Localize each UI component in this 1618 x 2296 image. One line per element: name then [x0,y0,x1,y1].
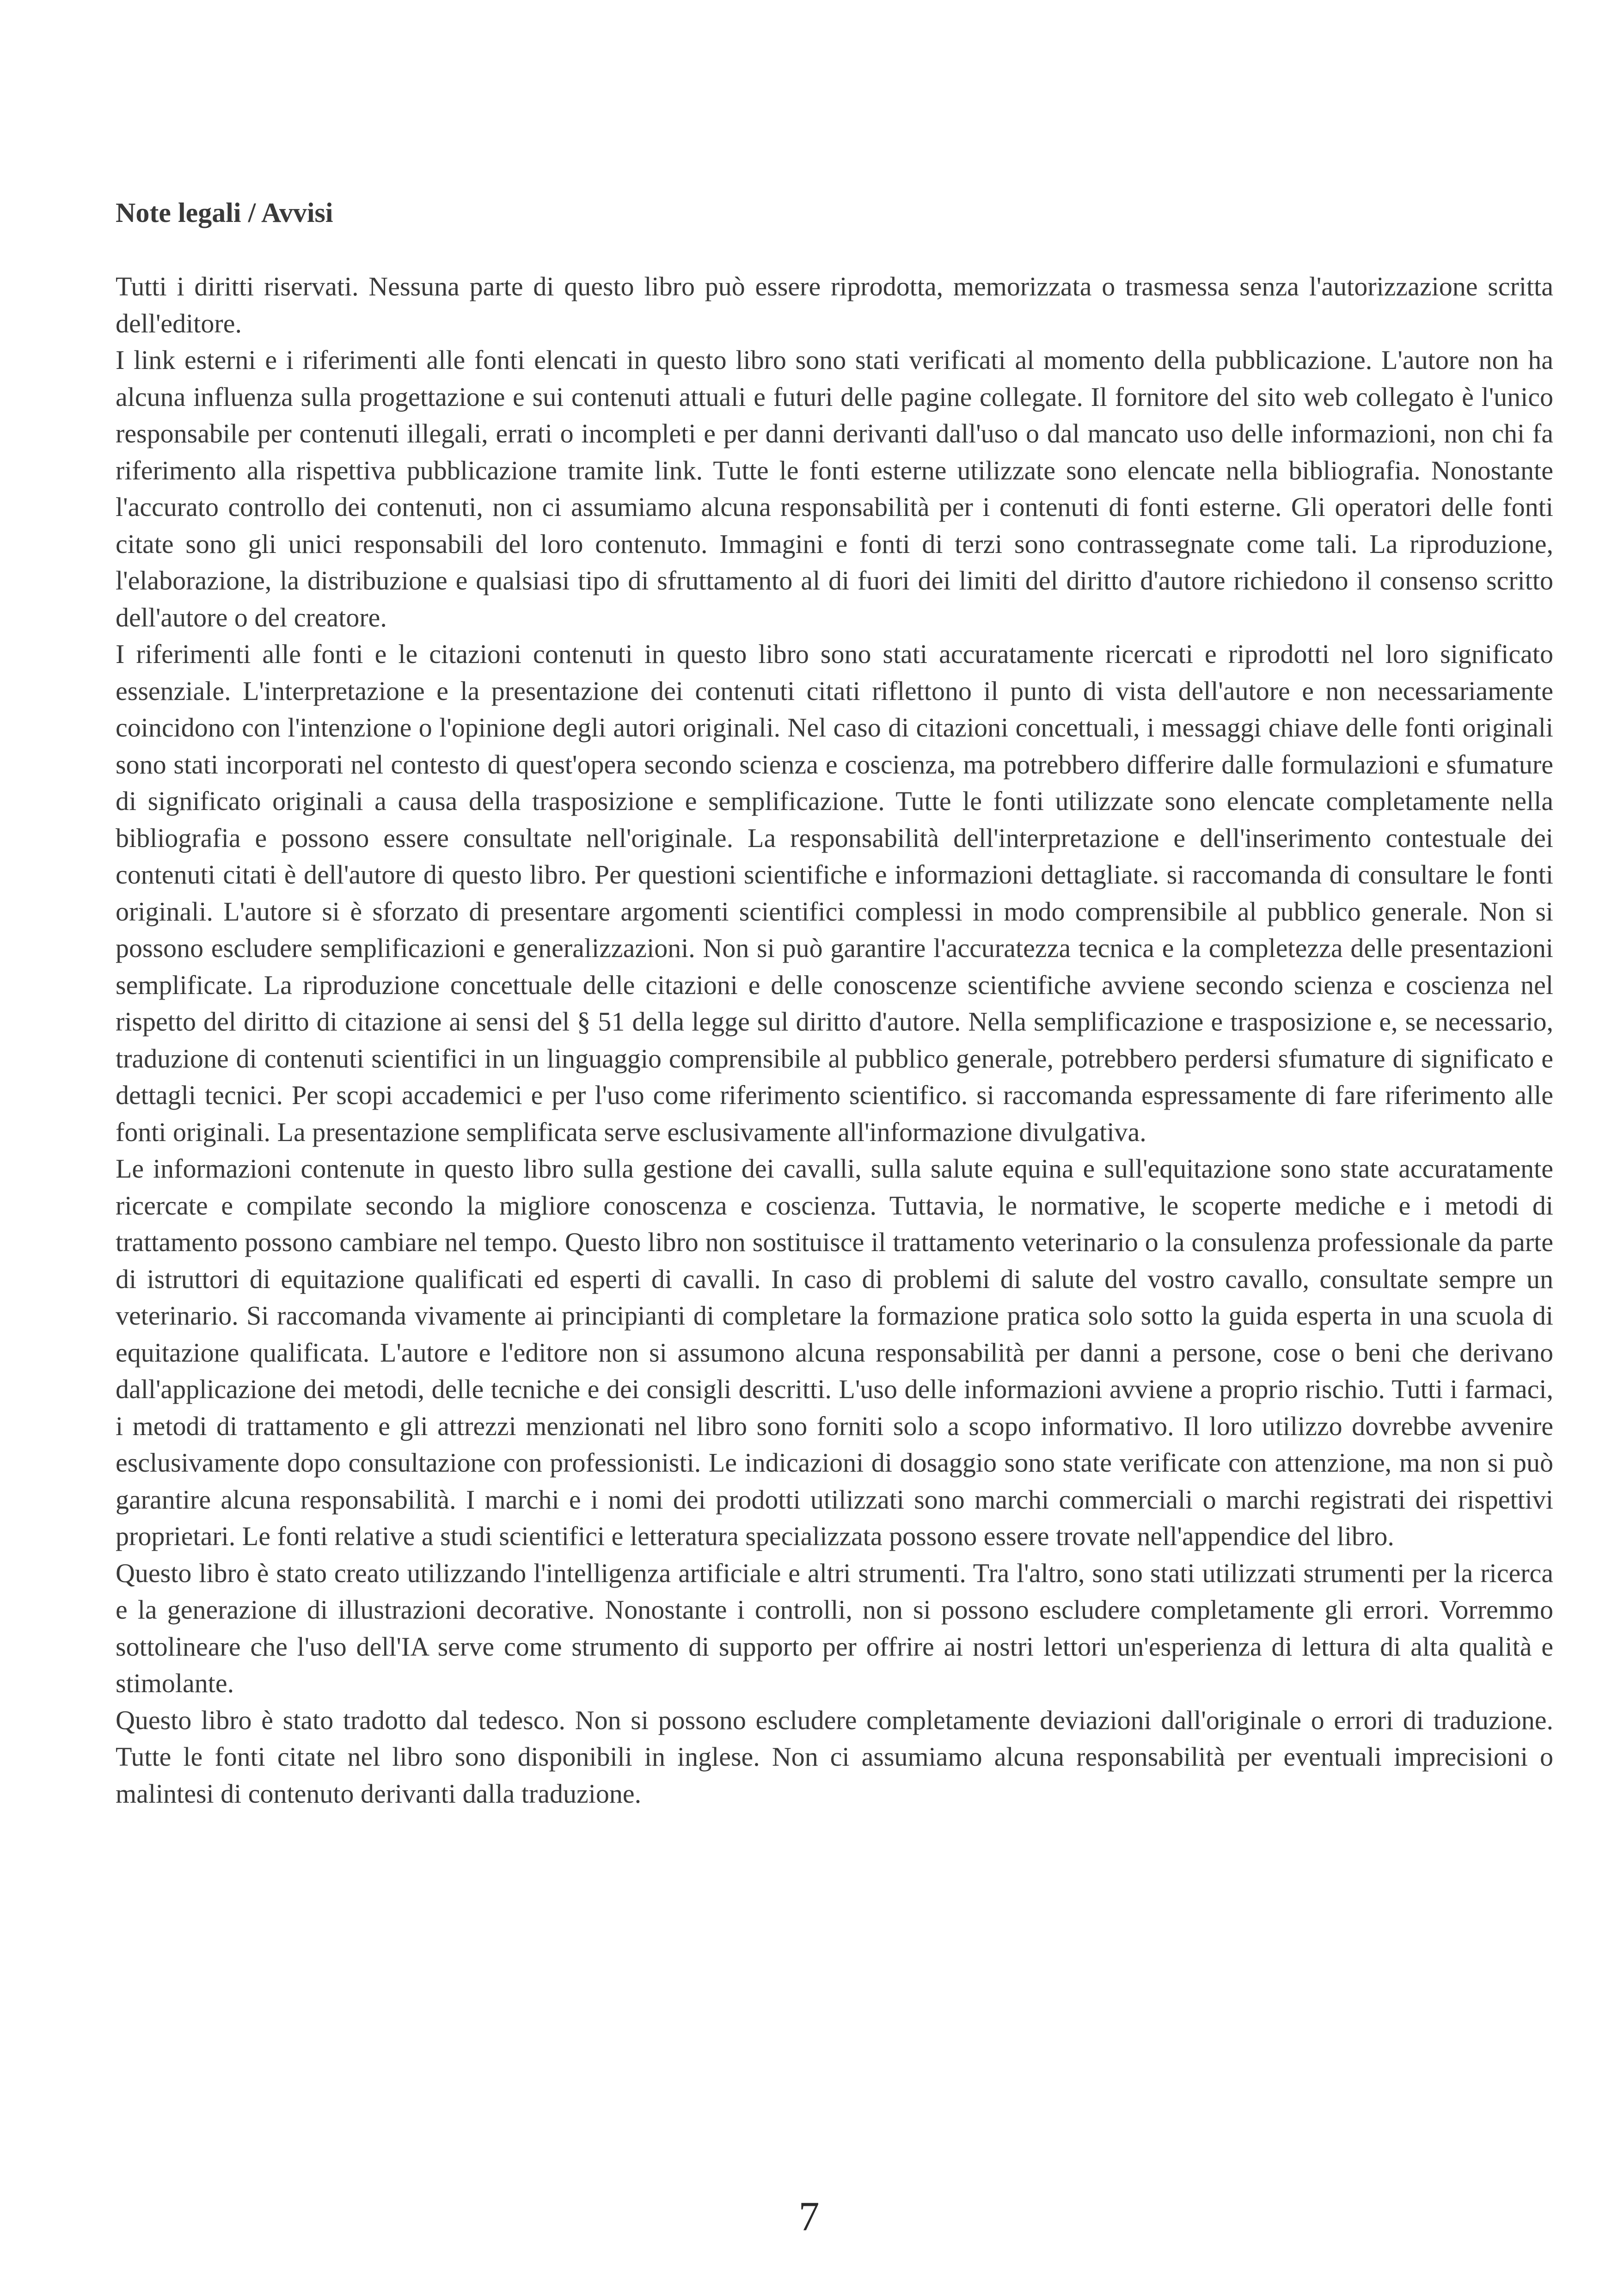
paragraph-citations: I riferimenti alle fonti e le citazioni contenuti in questo libro sono stati accuratamente ricercati e riprodotti nel loro significato essenziale. L'interpretazione e la presentazione dei contenuti citati riflettono il punto di vista dell'autore e non necessariamente coincidono con l'intenzione o l'opinione degli autori originali. Nel caso di citazioni concettuali, i messaggi chiave delle fonti originali sono stati incorporati nel contesto di quest'opera secondo scienza e coscienza, ma potrebbero differire dalle formulazioni e sfumature di significato originali a causa della trasposizione e semplificazione. Tutte le fonti utilizzate sono elencate completamente nella bibliografia e possono essere consultate nell'originale. La responsabilità dell'interpretazione e dell'inserimento contestuale dei contenuti citati è dell'autore di questo libro. Per questioni scientifiche e informazioni dettagliate. si raccomanda di consultare le fonti originali. L'autore si è sforzato di presentare argomenti scientifici complessi in modo comprensibile al pubblico generale. Non si possono escludere semplificazioni e generalizzazioni. Non si può garantire l'accuratezza tecnica e la completezza delle presentazioni semplificate. La riproduzione concettuale delle citazioni e delle conoscenze scientifiche avviene secondo scienza e coscienza nel rispetto del diritto di citazione ai sensi del § 51 della legge sul diritto d'autore. Nella semplificazione e trasposizione e, se necessario, traduzione di contenuti scientifici in un linguaggio comprensibile al pubblico generale, potrebbero perdersi sfumature di significato e dettagli tecnici. Per scopi accademici e per l'uso come riferimento scientifico. si raccomanda espressamente di fare riferimento alle fonti originali. La presentazione semplificata serve esclusivamente all'informazione divulgativa. [116,639,1553,1147]
page-content [116,194,1553,1812]
paragraph-external-links: I link esterni e i riferimenti alle fonti elencati in questo libro sono stati verificati al momento della pubblicazione. L'autore non ha alcuna influenza sulla progettazione e sui contenuti attuali e futuri delle pagine collegate. Il fornitore del sito web collegato è l'unico responsabile per contenuti illegali, errati o incompleti e per danni derivanti dall'uso o dal mancato uso delle informazioni, non chi fa riferimento alla rispettiva pubblicazione tramite link. Tutte le fonti esterne utilizzate sono elencate nella bibliografia. Nonostante l'accurato controllo dei contenuti, non ci assumiamo alcuna responsabilità per i contenuti di fonti esterne. Gli operatori delle fonti citate sono gli unici responsabili del loro contenuto. Immagini e fonti di terzi sono contrassegnate come tali. La riproduzione, l'elaborazione, la distribuzione e qualsiasi tipo di sfruttamento al di fuori dei limiti del diritto d'autore richiedono il consenso scritto dell'autore o del creatore. [116,345,1553,632]
paragraph-copyright: Tutti i diritti riservati. Nessuna parte di questo libro può essere riprodotta, memorizzata o trasmessa senza l'autorizzazione scritta dell'editore. [116,271,1553,338]
paragraph-translation: Questo libro è stato tradotto dal tedesco. Non si possono escludere completamente deviazioni dall'originale o errori di traduzione. Tutte le fonti citate nel libro sono disponibili in inglese. Non ci assumiamo alcuna responsabilità per eventuali imprecisioni o malintesi di contenuto derivanti dalla traduzione. [116,1705,1553,1809]
paragraph-ai-usage: Questo libro è stato creato utilizzando l'intelligenza artificiale e altri strumenti. Tra l'altro, sono stati utilizzati strumenti per la ricerca e la generazione di illustrazioni decorative. Nonostante i controlli, non si possono escludere completamente gli errori. Vorremmo sottolineare che l'uso dell'IA serve come strumento di supporto per offrire ai nostri lettori un'esperienza di lettura di alta qualità e stimolante. [116,1558,1553,1698]
paragraph-horse-information: Le informazioni contenute in questo libro sulla gestione dei cavalli, sulla salute equina e sull'equitazione sono state accuratamente ricercate e compilate secondo la migliore conoscenza e coscienza. Tuttavia, le normative, le scoperte mediche e i metodi di trattamento possono cambiare nel tempo. Questo libro non sostituisce il trattamento veterinario o la consulenza professionale da parte di istruttori di equitazione qualificati ed esperti di cavalli. In caso di problemi di salute del vostro cavallo, consultate sempre un veterinario. Si raccomanda vivamente ai principianti di completare la formazione pratica solo sotto la guida esperta in una scuola di equitazione qualificata. L'autore e l'editore non si assumono alcuna responsabilità per danni a persone, cose o beni che derivano dall'applicazione dei metodi, delle tecniche e dei consigli descritti. L'uso delle informazioni avviene a proprio rischio. Tutti i farmaci, i metodi di trattamento e gli attrezzi menzionati nel libro sono forniti solo a scopo informativo. Il loro utilizzo dovrebbe avvenire esclusivamente dopo consultazione con professionisti. Le indicazioni di dosaggio sono state verificate con attenzione, ma non si può garantire alcuna responsabilità. I marchi e i nomi dei prodotti utilizzati sono marchi commerciali o marchi registrati dei rispettivi proprietari. Le fonti relative a studi scientifici e letteratura specializzata possono essere trovate nell'appendice del libro. [116,1154,1553,1551]
section-heading: Note legali / Avvisi [116,197,333,228]
page-number: 7 [798,2194,820,2240]
